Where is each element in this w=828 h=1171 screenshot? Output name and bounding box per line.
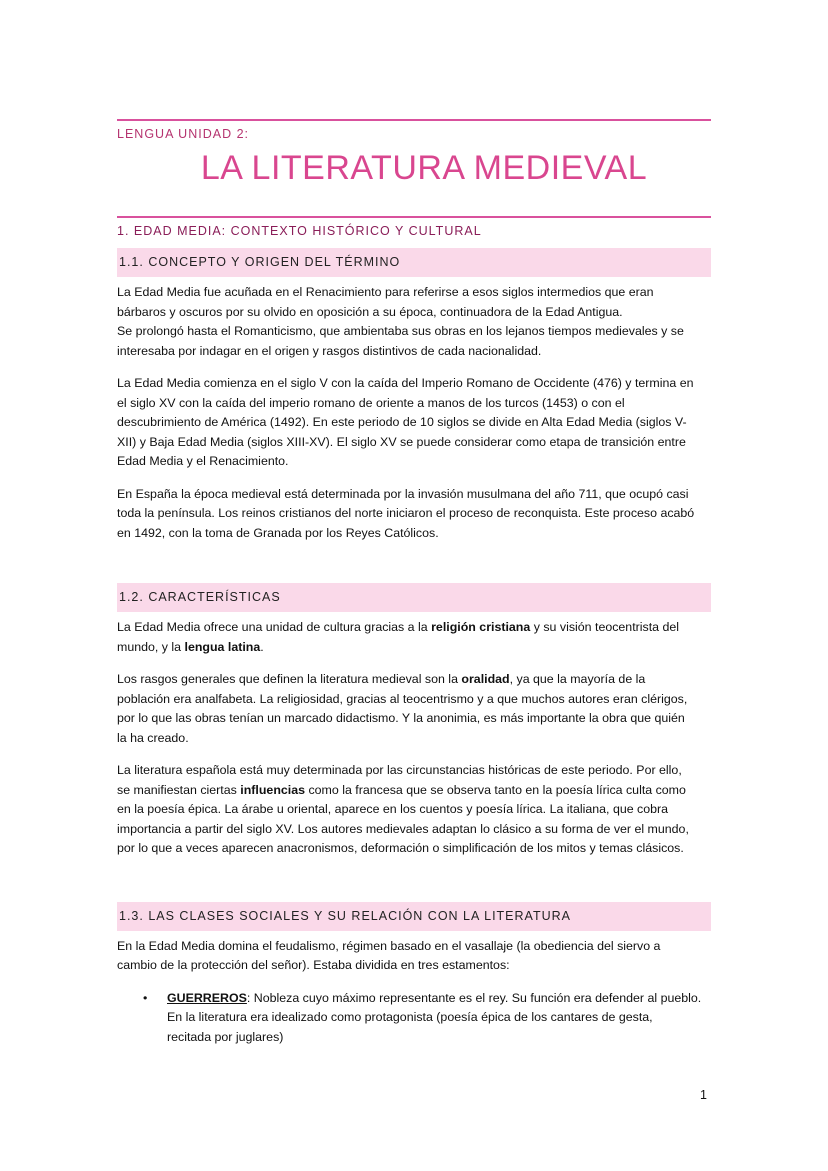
text-line: por lo que a veces aparecen anacronismos, deformación o simplificación de los mitos y temas clásicos.	[117, 841, 684, 855]
text-line: la ha creado.	[117, 730, 189, 745]
bold-term: oralidad	[461, 672, 510, 686]
text-run: , ya que la mayoría de la	[509, 672, 646, 686]
text-line: en 1492, con la toma de Granada por los Reyes Católicos.	[117, 525, 439, 540]
text-line: Se prolongó hasta el Romanticismo, que ambientaba sus obras en los lejanos tiempos medievales y se	[117, 324, 684, 338]
bullet-list	[117, 989, 711, 1048]
text-line: La Edad Media comienza en el siglo V con la caída del Imperio Romano de Occidente (476) y termina en	[117, 376, 694, 390]
list-item	[117, 989, 711, 1048]
text-line: toda la península. Los reinos cristianos del norte iniciaron el proceso de reconquista. Este proceso acabó	[117, 506, 695, 520]
bold-term: lengua latina	[184, 639, 261, 654]
text-line: En la Edad Media domina el feudalismo, régimen basado en el vasallaje (la obediencia del siervo a	[117, 938, 661, 953]
section-rule	[117, 216, 711, 218]
bullet-term: GUERREROS	[167, 990, 247, 1005]
subsection-heading-1-1: 1.1. CONCEPTO Y ORIGEN DEL TÉRMINO	[117, 248, 711, 277]
unit-kicker: LENGUA UNIDAD 2:	[117, 127, 250, 141]
text-line: La Edad Media fue acuñada en el Renacimiento para referirse a esos siglos intermedios que eran	[117, 285, 654, 299]
text-run: Los rasgos generales que definen la literatura medieval son la	[117, 672, 462, 686]
text-run: y su visión teocentrista del	[530, 620, 680, 634]
section-heading: 1. EDAD MEDIA: CONTEXTO HISTÓRICO Y CULTURAL	[117, 224, 482, 238]
text-line: cambio de la protección del señor). Estaba dividida en tres estamentos:	[117, 958, 510, 972]
text-line: XII) y Baja Edad Media (siglos XIII-XV). El siglo XV se puede considerar como etapa de transición entre	[117, 434, 686, 449]
bullet-marker: •	[143, 990, 148, 1005]
paragraph	[117, 670, 711, 748]
text-run: como la francesa que se observa tanto en la poesía lírica culta como	[305, 782, 686, 797]
text-line: En la literatura era idealizado como protagonista (poesía épica de los cantares de gesta,	[167, 1010, 653, 1024]
text-line: En España la época medieval está determinada por la invasión musulmana del año 711, que ocupó casi	[117, 486, 689, 501]
text-run: .	[260, 639, 264, 654]
page-title: LA LITERATURA MEDIEVAL	[200, 149, 648, 187]
bold-term: religión cristiana	[431, 620, 531, 634]
text-run: La Edad Media ofrece una unidad de cultura gracias a la	[117, 620, 432, 634]
paragraph	[117, 937, 711, 976]
subsection-heading-1-2: 1.2. CARACTERÍSTICAS	[117, 583, 711, 612]
text-line: importancia a partir del siglo XV. Los autores medievales adaptan lo clásico a su forma de ver el mundo,	[117, 821, 689, 836]
top-rule	[117, 119, 711, 121]
text-run: se manifiestan ciertas	[117, 782, 241, 797]
text-line: el siglo XV con la caída del imperio romano de oriente a manos de los turcos (1453) o con el	[117, 395, 625, 410]
text-line: en la poesía épica. La árabe u oriental, aparece en los cuentos y poesía lírica. La italiana, que cobra	[117, 802, 669, 816]
paragraph	[117, 283, 711, 361]
text-line: recitada por juglares)	[167, 1029, 284, 1044]
text-line: interesaba por indagar en el origen y rasgos distintivos de cada nacionalidad.	[117, 343, 542, 358]
bold-term: influencias	[240, 782, 306, 797]
text-line: descubrimiento de América (1492). En este periodo de 10 siglos se divide en Alta Edad Media (siglos V-	[117, 415, 687, 429]
text-line: bárbaros y oscuros por su olvido en oposición a su época, continuadora de la Edad Antigua.	[117, 304, 623, 319]
text-line: población era analfabeta. La religiosidad, gracias al teocentrismo y a que muchos autores eran clérigos,	[117, 691, 688, 706]
subsection-heading-1-3: 1.3. LAS CLASES SOCIALES Y SU RELACIÓN CON LA LITERATURA	[117, 902, 711, 931]
paragraph	[117, 761, 711, 859]
text-run: : Nobleza cuyo máximo representante es el rey. Su función era defender al pueblo.	[246, 990, 702, 1005]
text-line: Edad Media y el Renacimiento.	[117, 454, 289, 468]
text-run: mundo, y la	[117, 639, 185, 654]
paragraph	[117, 485, 711, 544]
text-line: La literatura española está muy determinada por las circunstancias históricas de este periodo. Por ello,	[117, 763, 682, 777]
text-line: por lo que las obras tenían un marcado didactismo. Y la anonimia, es más importante la obra que quién	[117, 711, 685, 725]
page-content	[117, 119, 711, 1047]
paragraph	[117, 618, 711, 657]
paragraph	[117, 374, 711, 472]
page-number: 1	[700, 1088, 707, 1102]
